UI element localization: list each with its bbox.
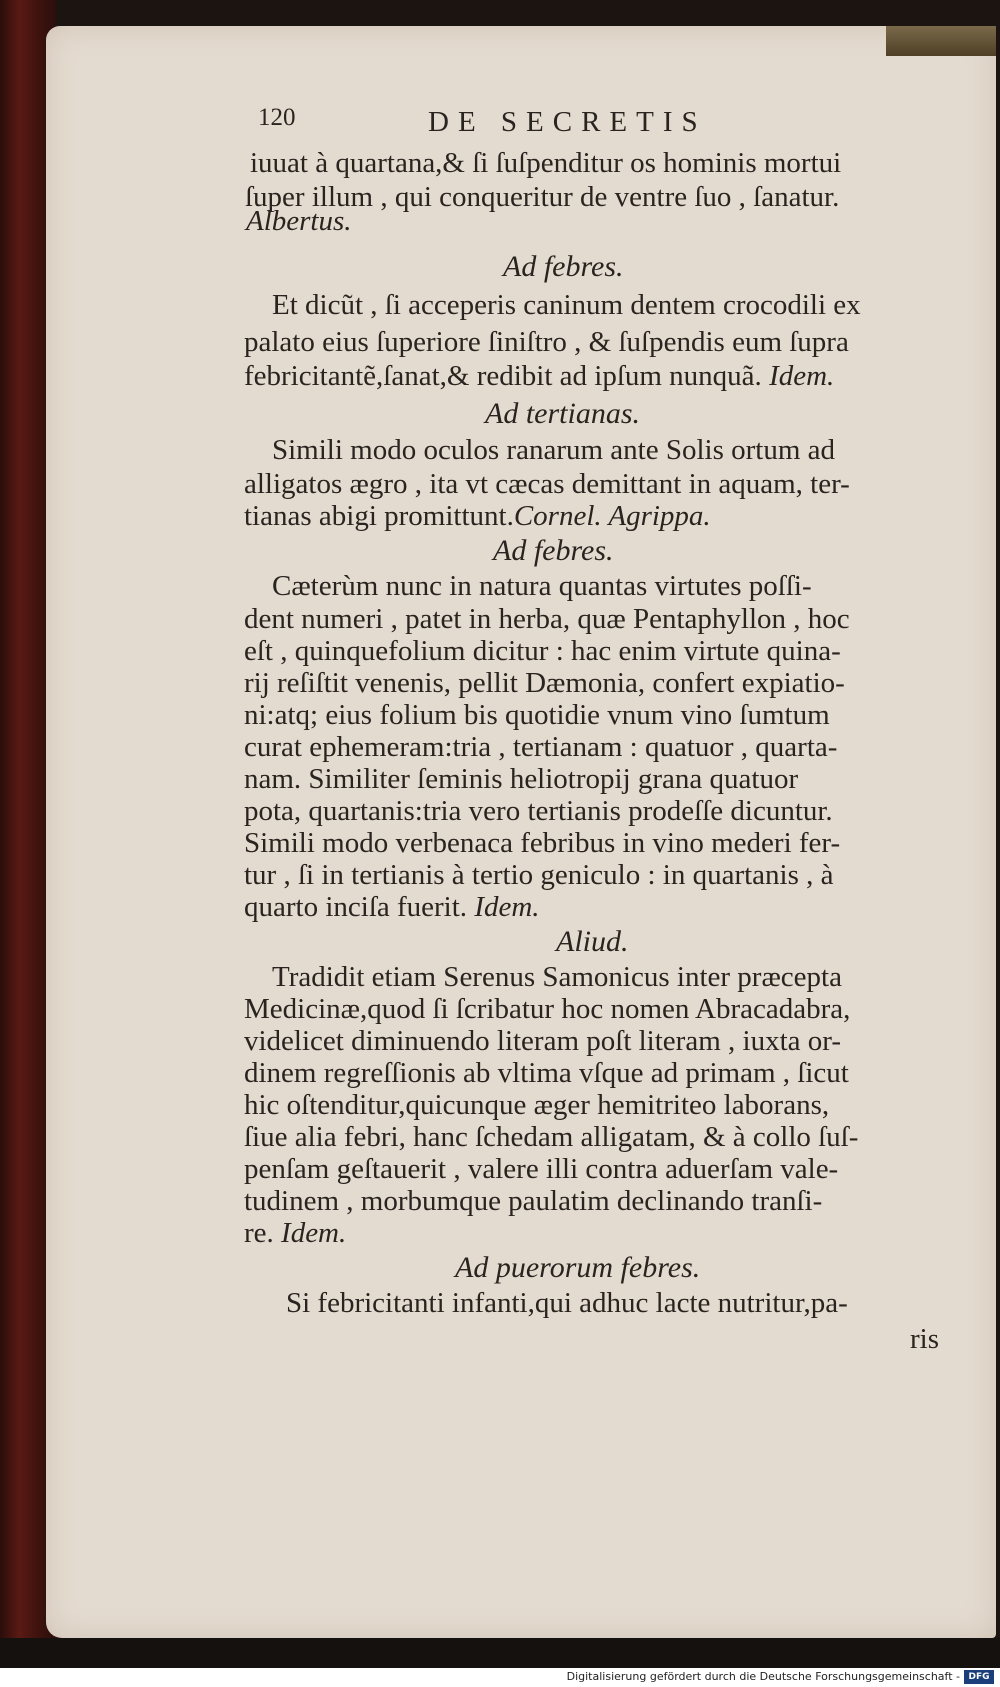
text-line-16: rij reſiſtit venenis, pellit Dæmonia, confert expiatio-: [244, 667, 845, 699]
citation-cornel-agrippa: Cornel. Agrippa.: [513, 500, 711, 532]
text-line-7: [244, 360, 834, 393]
catchword: ris: [910, 1323, 939, 1355]
text-line-19: nam. Similiter ſeminis heliotropij grana quatuor: [244, 763, 799, 795]
text-line-26: Medicinæ,quod ſi ſcribatur hoc nomen Abracadabra,: [244, 993, 851, 1025]
text-line-5: Et dicũt , ſi acceperis caninum dentem crocodili ex: [272, 289, 861, 321]
running-title: DE SECRETIS: [428, 106, 707, 138]
text-line-10: alligatos ægro , ita vt cæcas demittant in aquam, ter-: [244, 468, 850, 500]
text-line-15: eſt , quinquefolium dicitur : hac enim virtute quina-: [244, 635, 841, 667]
text-line-11-body: tianas abigi promittunt.: [244, 500, 514, 532]
section-heading-ad-puerorum-febres: Ad puerorum febres.: [455, 1251, 701, 1284]
text-line-31: penſam geſtauerit , valere illi contra aduerſam vale-: [244, 1153, 839, 1185]
page-corner-shadow: [886, 26, 996, 56]
text-line-7-body: febricitantẽ,ſanat,& redibit ad ipſum nunquã.: [244, 360, 762, 392]
citation-idem-3: Idem.: [281, 1217, 347, 1249]
text-line-23-body: quarto inciſa fuerit.: [244, 891, 468, 923]
text-line-21: Simili modo verbenaca febribus in vino mederi fer-: [244, 827, 841, 859]
text-line-14: dent numeri , patet in herba, quæ Pentaphyllon , hoc: [244, 603, 850, 635]
text-line-2: ſuper illum , qui conqueritur de ventre ſuo , ſanatur.: [245, 181, 840, 213]
dfg-logo-icon: DFG: [964, 1670, 994, 1684]
section-heading-ad-febres-1: Ad febres.: [503, 250, 624, 283]
citation-idem-2: Idem.: [474, 891, 540, 923]
scan-bottom-band: [0, 1638, 1000, 1668]
footer-credit: Digitalisierung gefördert durch die Deutsche Forschungsgemeinschaft -: [566, 1670, 960, 1683]
text-line-29: hic oſtenditur,quicunque æger hemitriteo laborans,: [244, 1089, 830, 1121]
page-number: 120: [258, 104, 296, 131]
text-line-20: pota, quartanis:tria vero tertianis prodeſſe dicuntur.: [244, 795, 833, 827]
text-line-13: Cæterùm nunc in natura quantas virtutes poſſi-: [272, 570, 812, 602]
text-line-6: palato eius ſuperiore ſiniſtro , & ſuſpendis eum ſupra: [244, 326, 849, 358]
text-line-11: [244, 500, 711, 533]
text-line-33-body: re.: [244, 1217, 274, 1249]
text-line-9: Simili modo oculos ranarum ante Solis ortum ad: [272, 434, 836, 466]
text-line-1: iuuat à quartana,& ſi ſuſpenditur os hominis mortui: [250, 147, 842, 179]
text-line-28: dinem regreſſionis ab vltima vſque ad primam , ſicut: [244, 1057, 849, 1089]
text-line-17: ni:atq; eius folium bis quotidie vnum vino ſumtum: [244, 699, 830, 731]
text-line-23: [244, 891, 540, 924]
text-line-30: ſiue alia febri, hanc ſchedam alligatam, & à collo ſuſ-: [244, 1121, 859, 1153]
text-line-33: [244, 1217, 346, 1250]
text-line-25: Tradidit etiam Serenus Samonicus inter præcepta: [272, 961, 842, 993]
section-heading-aliud: Aliud.: [556, 925, 629, 958]
section-heading-ad-febres-2: Ad febres.: [493, 534, 614, 567]
citation-idem-1: Idem.: [769, 360, 835, 392]
text-line-22: tur , ſi in tertianis à tertio geniculo : in quartanis , à: [244, 859, 834, 891]
citation-albertus: Albertus.: [246, 205, 352, 237]
section-heading-ad-tertianas: Ad tertianas.: [485, 397, 640, 430]
text-line-35: Si febricitanti infanti,qui adhuc lacte nutritur,pa-: [286, 1287, 848, 1319]
text-line-18: curat ephemeram:tria , tertianam : quatuor , quarta-: [244, 731, 838, 763]
text-line-27: videlicet diminuendo literam poſt literam , iuxta or-: [244, 1025, 841, 1057]
text-line-32: tudinem , morbumque paulatim declinando tranſi-: [244, 1185, 823, 1217]
digitization-footer: [0, 1668, 1000, 1687]
